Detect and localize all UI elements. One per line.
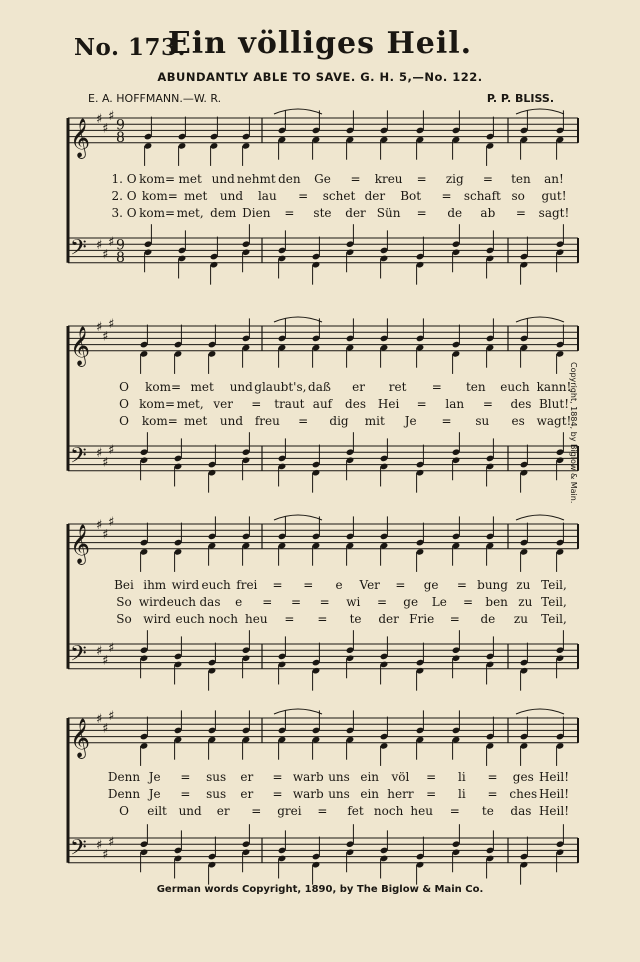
lyric-syllable: zig xyxy=(445,172,464,186)
lyric-syllable: wi xyxy=(346,595,361,609)
lyric-syllable: ge xyxy=(403,595,419,609)
time-signature: 9 xyxy=(116,237,125,254)
lyric-syllable: = xyxy=(426,787,437,801)
lyric-syllable: sus xyxy=(206,770,227,784)
sharp-sign: ♯ xyxy=(102,121,109,137)
sharp-sign: ♯ xyxy=(108,108,115,124)
lyric-syllable: = xyxy=(298,189,309,203)
lyric-syllable: = xyxy=(487,787,498,801)
lyric-syllable: Blut! xyxy=(538,397,570,411)
lyric-syllable: schaft xyxy=(463,189,501,203)
lyric-syllable: heu xyxy=(245,612,268,626)
lyric-syllable: freu xyxy=(254,414,280,428)
lyric-syllable: Heil! xyxy=(538,787,570,801)
lyric-syllable: und xyxy=(219,189,244,203)
lyric-syllable: heu xyxy=(410,804,433,818)
lyric-syllable: dem xyxy=(210,206,237,220)
sharp-sign: ♯ xyxy=(102,329,109,345)
lyric-syllable: ab xyxy=(480,206,496,220)
lyric-syllable: e xyxy=(235,595,243,609)
lyric-syllable: warb xyxy=(292,770,324,784)
sharp-sign: ♯ xyxy=(96,838,103,854)
lyric-syllable: Denn xyxy=(107,770,141,784)
lyric-syllable: lau xyxy=(257,189,277,203)
lyric-syllable: uns xyxy=(328,770,350,784)
lyric-syllable: met xyxy=(184,189,208,203)
lyric-syllable: und xyxy=(219,414,244,428)
lyric-syllable: Ge xyxy=(314,172,331,186)
sharp-sign: ♯ xyxy=(102,247,109,263)
lyric-syllable: des xyxy=(345,397,367,411)
lyric-syllable: euch xyxy=(166,595,196,609)
lyric-syllable: Je xyxy=(148,770,161,784)
lyric-syllable: = xyxy=(303,578,314,592)
lyric-syllable: = xyxy=(180,770,191,784)
lyric-syllable: ste xyxy=(313,206,332,220)
slur xyxy=(516,709,564,714)
lyric-syllable: warb xyxy=(292,787,324,801)
lyric-syllable: er xyxy=(216,804,230,818)
lyric-syllable: Teil, xyxy=(541,595,567,609)
lyric-syllable: ein xyxy=(360,770,380,784)
lyric-syllable: kom= xyxy=(139,397,176,411)
slur xyxy=(274,317,322,322)
lyric-syllable: traut xyxy=(274,397,305,411)
footer-copyright: German words Copyright, 1890, by The Biglow & Main Co. xyxy=(156,884,484,895)
lyric-syllable: des xyxy=(510,397,532,411)
lyric-syllable: wird xyxy=(143,612,171,626)
lyric-syllable: O xyxy=(119,380,129,394)
lyric-syllable: und xyxy=(178,804,202,818)
lyric-syllable: euch xyxy=(500,380,530,394)
lyric-syllable: kom= xyxy=(141,414,178,428)
lyric-syllable: te xyxy=(349,612,362,626)
sharp-sign: ♯ xyxy=(102,653,109,669)
lyric-syllable: Bot xyxy=(400,189,422,203)
sharp-sign: ♯ xyxy=(108,316,115,332)
lyric-syllable: Denn xyxy=(107,787,141,801)
lyric-syllable: zu xyxy=(513,612,528,626)
lyric-syllable: li xyxy=(458,787,466,801)
hymn-number: No. 173. xyxy=(74,34,186,61)
slur xyxy=(274,109,322,114)
slur xyxy=(516,317,564,322)
lyric-syllable: ches xyxy=(509,787,538,801)
lyric-syllable: = xyxy=(449,804,460,818)
sharp-sign: ♯ xyxy=(108,835,115,851)
lyric-syllable: = xyxy=(272,787,283,801)
lyric-syllable: = xyxy=(350,172,361,186)
scripture-reference: ABUNDANTLY ABLE TO SAVE. G. H. 5,—No. 122. xyxy=(157,70,483,84)
time-signature: 8 xyxy=(116,249,125,266)
treble-clef: 𝄞 xyxy=(70,325,91,366)
lyric-syllable: te xyxy=(481,804,494,818)
sharp-sign: ♯ xyxy=(96,644,103,660)
lyric-syllable: es xyxy=(511,414,525,428)
lyric-syllable: kreu xyxy=(374,172,403,186)
lyric-syllable: = xyxy=(456,578,467,592)
lyric-syllable: wird xyxy=(138,595,167,609)
lyric-syllable: ten xyxy=(511,172,531,186)
lyric-syllable: = xyxy=(449,612,460,626)
lyricist-credit: E. A. HOFFMANN.—W. R. xyxy=(88,92,222,105)
sharp-sign: ♯ xyxy=(102,455,109,471)
sharp-sign: ♯ xyxy=(102,721,109,737)
lyric-syllable: euch xyxy=(175,612,205,626)
lyric-syllable: Le xyxy=(431,595,447,609)
lyric-syllable: herr xyxy=(387,787,414,801)
lyric-syllable: wagt! xyxy=(536,414,572,428)
lyric-syllable: so xyxy=(511,189,525,203)
lyric-syllable: su xyxy=(475,414,490,428)
lyric-syllable: dig xyxy=(329,414,349,428)
lyric-syllable: euch xyxy=(201,578,231,592)
lyric-syllable: = xyxy=(262,595,273,609)
sharp-sign: ♯ xyxy=(96,712,103,727)
sharp-sign: ♯ xyxy=(96,238,103,254)
lyric-syllable: sus xyxy=(206,787,227,801)
lyric-syllable: = xyxy=(251,804,262,818)
lyric-syllable: = xyxy=(431,380,442,394)
lyric-syllable: zu xyxy=(516,578,531,592)
lyric-syllable: der xyxy=(345,206,366,220)
sharp-sign: ♯ xyxy=(96,112,103,127)
sharp-sign: ♯ xyxy=(108,235,115,251)
lyric-syllable: er xyxy=(240,770,254,784)
lyric-syllable: uns xyxy=(328,787,350,801)
lyric-syllable: ben xyxy=(485,595,508,609)
lyric-syllable: den xyxy=(278,172,301,186)
lyric-syllable: = xyxy=(441,414,452,428)
lyric-syllable: nehmt xyxy=(236,172,276,186)
time-signature: 8 xyxy=(116,129,125,146)
lyric-syllable: der xyxy=(378,612,399,626)
lyric-syllable: Heil! xyxy=(538,770,570,784)
lyric-syllable: O xyxy=(119,414,129,428)
lyric-syllable: daß xyxy=(308,380,331,394)
lyric-syllable: = xyxy=(317,804,328,818)
lyric-syllable: = xyxy=(482,172,493,186)
lyric-syllable: kann! xyxy=(536,380,572,394)
lyric-syllable: ein xyxy=(360,787,380,801)
lyric-syllable: 3. O xyxy=(111,206,137,220)
lyric-syllable: So xyxy=(116,612,132,626)
lyric-syllable: ges xyxy=(512,770,534,784)
lyric-syllable: noch xyxy=(208,612,238,626)
lyric-syllable: fet xyxy=(347,804,364,818)
lyric-syllable: Sün xyxy=(376,206,401,220)
slur xyxy=(274,709,322,714)
lyric-syllable: = xyxy=(272,578,283,592)
sharp-sign: ♯ xyxy=(108,443,115,459)
lyric-syllable: = xyxy=(298,414,309,428)
lyric-syllable: das xyxy=(199,595,221,609)
lyric-syllable: de xyxy=(447,206,463,220)
lyric-syllable: e xyxy=(335,578,343,592)
slur xyxy=(516,109,564,114)
sharp-sign: ♯ xyxy=(96,320,103,335)
bass-clef: 𝄢 xyxy=(70,835,87,866)
lyric-syllable: noch xyxy=(373,804,404,818)
lyric-syllable: der xyxy=(364,189,386,203)
lyric-syllable: = xyxy=(441,189,452,203)
lyric-syllable: 1. O xyxy=(111,172,137,186)
lyric-syllable: So xyxy=(116,595,132,609)
lyric-syllable: Bei xyxy=(114,578,134,592)
sharp-sign: ♯ xyxy=(108,708,115,724)
lyric-syllable: = xyxy=(272,770,283,784)
lyric-syllable: zu xyxy=(518,595,533,609)
treble-clef: 𝄞 xyxy=(70,117,91,158)
lyric-syllable: Ver xyxy=(359,578,380,592)
treble-clef: 𝄞 xyxy=(70,523,91,564)
lyric-syllable: met, xyxy=(176,206,204,220)
bass-clef: 𝄢 xyxy=(70,641,87,672)
lyric-syllable: = xyxy=(317,612,328,626)
lyric-syllable: das xyxy=(510,804,532,818)
lyric-syllable: bung xyxy=(477,578,508,592)
sharp-sign: ♯ xyxy=(108,641,115,657)
sharp-sign: ♯ xyxy=(96,446,103,462)
lyric-syllable: met xyxy=(190,380,214,394)
lyric-syllable: = xyxy=(416,397,427,411)
slur xyxy=(516,515,564,520)
lyric-syllable: ver xyxy=(213,397,234,411)
lyric-syllable: O xyxy=(119,804,129,818)
lyric-syllable: grei xyxy=(277,804,302,818)
lyric-syllable: ten xyxy=(465,380,486,394)
lyric-syllable: Teil, xyxy=(541,612,567,626)
lyric-syllable: = xyxy=(395,578,406,592)
lyric-syllable: er xyxy=(352,380,365,394)
lyric-syllable: an! xyxy=(544,172,564,186)
lyric-syllable: = xyxy=(319,595,330,609)
lyric-syllable: lan xyxy=(445,397,465,411)
lyric-syllable: ge xyxy=(423,578,439,592)
lyric-syllable: Teil, xyxy=(541,578,567,592)
lyric-syllable: sagt! xyxy=(538,206,570,220)
lyric-syllable: = xyxy=(416,172,427,186)
lyric-syllable: kom= xyxy=(139,206,176,220)
treble-clef: 𝄞 xyxy=(70,717,91,758)
lyric-syllable: = xyxy=(482,397,493,411)
bass-clef: 𝄢 xyxy=(70,235,87,266)
lyric-syllable: = xyxy=(180,787,191,801)
sharp-sign: ♯ xyxy=(102,847,109,863)
sharp-sign: ♯ xyxy=(96,518,103,533)
lyric-syllable: ret xyxy=(388,380,407,394)
lyric-syllable: Je xyxy=(148,787,161,801)
lyric-syllable: = xyxy=(416,206,427,220)
lyric-syllable: glaubt's, xyxy=(254,380,307,394)
lyric-syllable: und xyxy=(211,172,235,186)
lyric-syllable: und xyxy=(229,380,253,394)
lyric-syllable: = xyxy=(251,397,262,411)
sharp-sign: ♯ xyxy=(108,514,115,530)
side-copyright: Copyright, 1884, by Biglow & Main. xyxy=(569,362,578,504)
lyric-syllable: wird xyxy=(171,578,200,592)
lyric-syllable: = xyxy=(376,595,388,609)
lyric-syllable: O xyxy=(119,397,129,411)
lyric-syllable: met, xyxy=(176,397,204,411)
lyric-syllable: = xyxy=(284,612,295,626)
lyric-syllable: eilt xyxy=(147,804,167,818)
lyric-syllable: kom= xyxy=(145,380,182,394)
lyric-syllable: = xyxy=(462,595,474,609)
lyric-syllable: kom= xyxy=(141,189,178,203)
lyric-syllable: Heil! xyxy=(538,804,570,818)
lyric-syllable: = xyxy=(290,595,302,609)
lyric-syllable: Dien xyxy=(242,206,271,220)
lyric-syllable: auf xyxy=(312,397,333,411)
lyric-syllable: er xyxy=(240,787,254,801)
composer-credit: P. P. BLISS. xyxy=(486,92,554,105)
lyric-syllable: de xyxy=(480,612,496,626)
lyric-syllable: Frie xyxy=(409,612,435,626)
lyric-syllable: ihm xyxy=(143,578,167,592)
lyric-syllable: gut! xyxy=(541,189,567,203)
lyric-syllable: = xyxy=(487,770,498,784)
lyric-syllable: kom= xyxy=(139,172,176,186)
lyric-syllable: met xyxy=(178,172,202,186)
lyric-syllable: 2. O xyxy=(111,189,137,203)
hymn-title: Ein völliges Heil. xyxy=(167,26,473,61)
lyric-syllable: frei xyxy=(236,578,258,592)
lyric-syllable: = xyxy=(515,206,526,220)
lyric-syllable: = xyxy=(426,770,437,784)
time-signature: 9 xyxy=(116,117,125,134)
lyric-syllable: met xyxy=(184,414,208,428)
lyric-syllable: Je xyxy=(404,414,417,428)
lyric-syllable: = xyxy=(284,206,295,220)
lyric-syllable: li xyxy=(458,770,466,784)
lyric-syllable: Hei xyxy=(377,397,400,411)
lyric-syllable: schet xyxy=(322,189,356,203)
lyric-syllable: völ xyxy=(391,770,410,784)
slur xyxy=(274,515,322,520)
sharp-sign: ♯ xyxy=(102,527,109,543)
lyric-syllable: mit xyxy=(364,414,385,428)
bass-clef: 𝄢 xyxy=(70,443,87,474)
